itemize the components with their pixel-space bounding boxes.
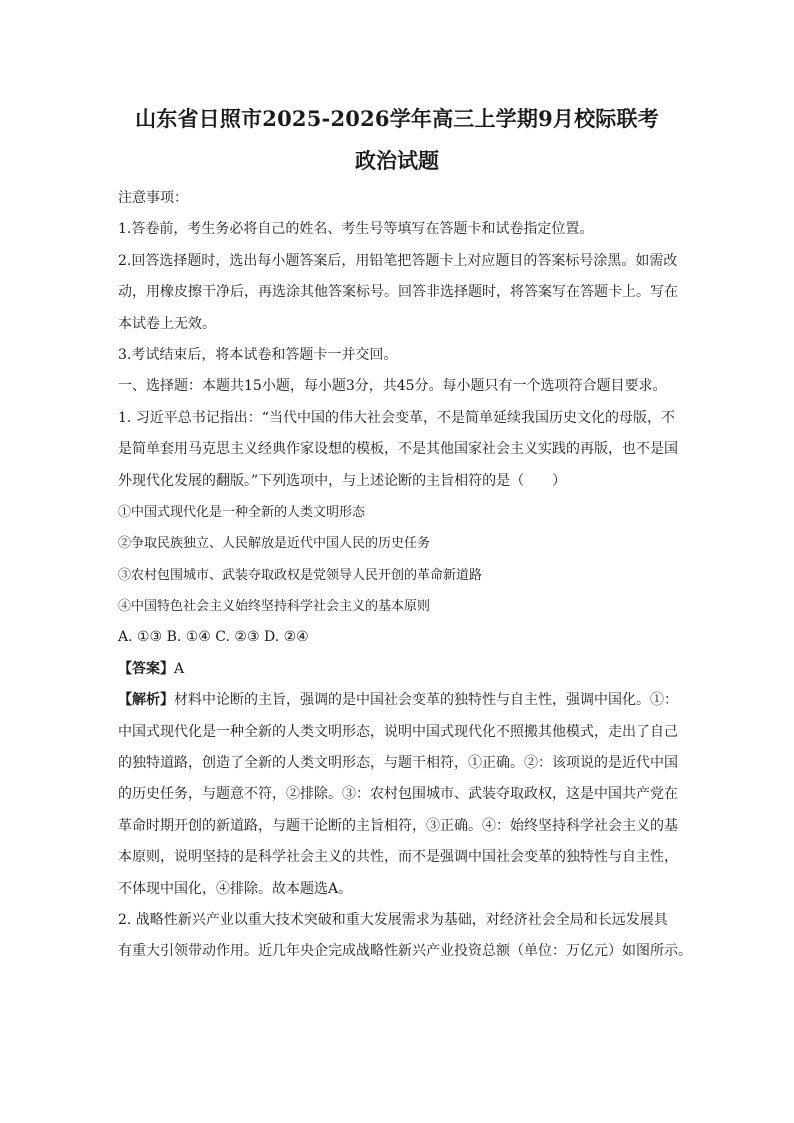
question-2-stem-line-2: 有重大引领带动作用。近几年央企完成战略性新兴产业投资总额（单位：万亿元）如图所示。 [118,943,692,960]
question-1-analysis-line-7: 不体现中国化，④排除。故本题选A。 [118,880,353,897]
question-2-stem-line-1: 2. 战略性新兴产业以重大技术突破和重大发展需求为基础，对经济社会全局和长远发展具 [118,911,668,928]
note-item-2-line-2: 动，用橡皮擦干净后，再选涂其他答案标号。回答非选择题时，将答案写在答题卡上。写在 [118,284,678,301]
note-item-2-line-1: 2.回答选择题时，选出每小题答案后，用铅笔把答题卡上对应题目的答案标号涂黑。如需改 [118,252,678,269]
notes-heading: 注意事项： [118,190,188,206]
question-1-option-3: ③农村包围城市、武装夺取政权是党领导人民开创的革命新道路 [118,567,483,583]
question-1-answer [118,654,686,685]
question-1-analysis-line-6: 本原则，说明坚持的是科学社会主义的共性，而不是强调中国社会变革的独特性与自主性， [118,849,678,866]
answer-label: 【答案】 [118,660,174,677]
page-title: 山东省日照市2025-2026学年高三上学期9月校际联考 [135,106,659,131]
note-item-2-line-3: 本试卷上无效。 [118,315,216,332]
question-1-analysis-line-2: 中国式现代化是一种全新的人类文明形态，说明中国式现代化不照搬其他模式，走出了自己 [118,723,678,740]
question-1-analysis-line-4: 的历史任务，与题意不符，②排除。③：农村包围城市、武装夺取政权，这是中国共产党在 [118,786,678,803]
question-1-stem-line-1: 1. 习近平总书记指出：“当代中国的伟大社会变革，不是简单延续我国历史文化的母版，不 [118,409,675,426]
section-heading: 一、选择题：本题共15小题，每小题3分，共45分。每小题只有一个选项符合题目要求。 [118,378,667,395]
question-1-analysis-line-5: 革命时期开创的新道路，与题干论断的主旨相符，③正确。④：始终坚持科学社会主义的基 [118,817,678,834]
analysis-text: 材料中论断的主旨，强调的是中国社会变革的独特性与自主性，强调中国化。①： [174,692,678,709]
analysis-label: 【解析】 [118,692,174,709]
question-1-option-1: ①中国式现代化是一种全新的人类文明形态 [118,504,366,520]
note-item-1: 1.答卷前，考生务必将自己的姓名、考生号等填写在答题卡和试卷指定位置。 [118,221,594,238]
question-1-stem-line-3: 外现代化发展的翻版。”下列选项中，与上述论断的主旨相符的是（ ） [118,472,567,489]
question-1-analysis-line-1 [118,685,686,716]
question-1-option-2: ②争取民族独立、人民解放是近代中国人民的历史任务 [118,536,431,552]
page-subtitle: 政治试题 [355,148,439,173]
question-1-analysis-line-3: 的独特道路，创造了全新的人类文明形态，与题干相符，①正确。②：该项说的是近代中国 [118,755,678,772]
note-item-3: 3.考试结束后，将本试卷和答题卡一并交回。 [118,346,398,363]
question-1-stem-line-2: 是简单套用马克思主义经典作家设想的模板，不是其他国家社会主义实践的再版，也不是国 [118,441,678,458]
question-1-option-4: ④中国特色社会主义始终坚持科学社会主义的基本原则 [118,599,431,615]
question-1-choices: A. ①③ B. ①④ C. ②③ D. ②④ [118,629,309,646]
document-body [118,183,692,968]
answer-value: A [174,660,185,677]
